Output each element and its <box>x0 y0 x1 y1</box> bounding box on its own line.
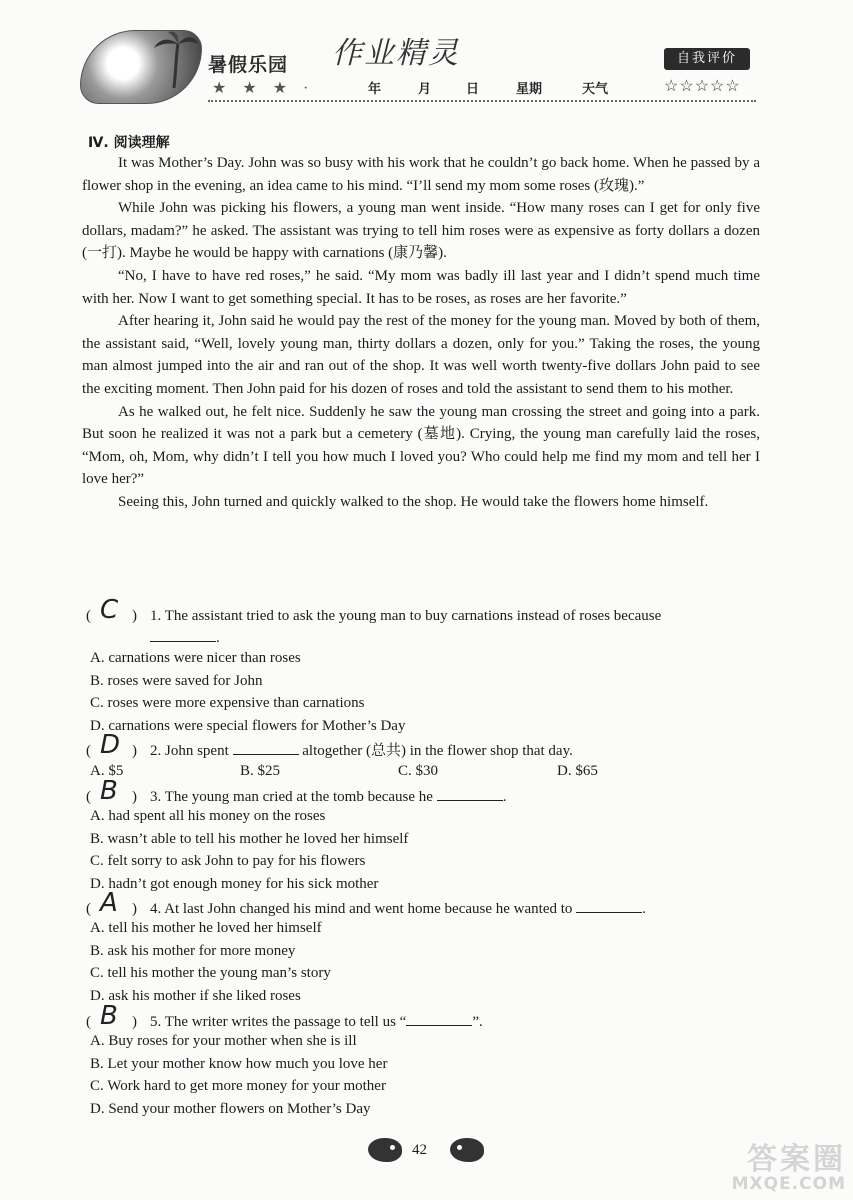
option: A. had spent all his money on the roses <box>90 808 326 824</box>
option: A. tell his mother he loved her himself <box>90 920 322 936</box>
bird-icon <box>450 1138 484 1162</box>
option: C. $30 <box>398 763 439 779</box>
year-label: 年 <box>368 82 382 97</box>
option: B. wasn’t able to tell his mother he loved her himself <box>90 831 409 847</box>
option: A. $5 <box>90 763 124 779</box>
weekday-label: 星期 <box>516 82 543 97</box>
page-number: 42 <box>412 1142 427 1158</box>
option: D. Send your mother flowers on Mother’s Day <box>90 1101 371 1117</box>
handwritten-answer: A <box>100 888 118 918</box>
self-evaluation-badge: 自我评价 <box>664 48 750 70</box>
handwritten-title: 作业精灵 <box>332 36 460 71</box>
day-label: 日 <box>466 82 480 97</box>
option: B. Let your mother know how much you love her <box>90 1056 388 1072</box>
bird-icon <box>368 1138 402 1162</box>
option: D. $65 <box>557 763 598 779</box>
option: A. carnations were nicer than roses <box>90 650 301 666</box>
question-stem: 3. The young man cried at the tomb because he . <box>150 786 762 808</box>
handwritten-answer: B <box>100 776 118 806</box>
passage-paragraph: Seeing this, John turned and quickly walked to the shop. He would take the flowers home himself. <box>118 493 709 510</box>
option: B. roses were saved for John <box>90 673 263 689</box>
option: C. felt sorry to ask John to pay for his flowers <box>90 853 366 869</box>
month-label: 月 <box>418 82 432 97</box>
answer-blank <box>576 898 642 913</box>
passage-paragraph: As he walked out, he felt nice. Suddenly he saw the young man crossing the street and going into a park. But soon he realized it was not a park but a cemetery (墓地). Crying, the young man carefully laid the roses, “Mom, oh, Mom, why didn’t I tell you how much I loved you? Who could help me find my mom and tell her I love her?” <box>82 403 760 488</box>
answer-blank <box>406 1011 472 1026</box>
question-stem: 2. John spent altogether (总共) in the flower shop that day. <box>150 740 762 762</box>
answer-blank <box>150 627 216 642</box>
question-stem: 1. The assistant tried to ask the young man to buy carnations instead of roses because . <box>150 608 662 646</box>
handwritten-answer: B <box>100 1001 118 1031</box>
option: D. carnations were special flowers for Mother’s Day <box>90 718 406 734</box>
option: C. roses were more expensive than carnations <box>90 695 365 711</box>
option: D. ask his mother if she liked roses <box>90 988 301 1004</box>
passage-paragraph: “No, I have to have red roses,” he said. “My mom was badly ill last year and I didn’t spend much time with her. Now I want to get something special. It has to be roses, as roses are her favorite.” <box>82 267 760 307</box>
weather-label: 天气 <box>582 82 609 97</box>
answer-blank <box>437 786 503 801</box>
header-divider <box>208 100 756 102</box>
option: D. hadn’t got enough money for his sick mother <box>90 876 379 892</box>
passage-paragraph: While John was picking his flowers, a young man went inside. “How many roses can I get for only five dollars, madam?” he asked. The assistant was trying to tell him roses were as expensive as forty dollars a dozen (一打). Maybe he would be happy with carnations (康乃馨). <box>82 200 760 262</box>
option: B. $25 <box>240 763 281 779</box>
watermark <box>706 1134 846 1194</box>
question-stem: 4. At last John changed his mind and went home because he wanted to . <box>150 898 762 920</box>
self-evaluation-stars: ☆☆☆☆☆ <box>664 78 741 95</box>
brand-name: 暑假乐园 <box>208 55 289 76</box>
brand-stars: ★ ★ ★ · <box>212 80 315 97</box>
option: A. Buy roses for your mother when she is ill <box>90 1033 357 1049</box>
reading-passage <box>82 152 760 514</box>
passage-paragraph: It was Mother’s Day. John was so busy with his work that he couldn’t go back home. When he passed by a flower shop in the evening, an idea came to his mind. “I’ll send my mom some roses (玫瑰).” <box>82 155 760 194</box>
watermark-logo-text: 答案圈 <box>747 1142 846 1177</box>
option: B. ask his mother for more money <box>90 943 296 959</box>
option: C. Work hard to get more money for your mother <box>90 1078 386 1094</box>
handwritten-answer: D <box>100 730 121 760</box>
answer-blank <box>233 740 299 755</box>
section-title: Ⅳ. 阅读理解 <box>88 135 170 151</box>
page-header <box>0 0 853 120</box>
passage-paragraph: After hearing it, John said he would pay the rest of the money for the young man. Moved by both of them, the assistant said, “Well, lovely young man, thirty dollars a dozen, only for you.” Taking the roses, the young man almost jumped into the air and ran out of the shop. It was well worth twenty-five dollars John paid to see the exciting moment. Then John paid for his dozen of roses and told the assistant to send them to his mother. <box>82 313 760 397</box>
question-stem: 5. The writer writes the passage to tell us “ ”. <box>150 1011 762 1033</box>
palm-tree-icon <box>150 30 200 90</box>
option: C. tell his mother the young man’s story <box>90 965 331 981</box>
watermark-url: MXQE.COM <box>731 1174 846 1194</box>
handwritten-answer: C <box>100 595 119 625</box>
